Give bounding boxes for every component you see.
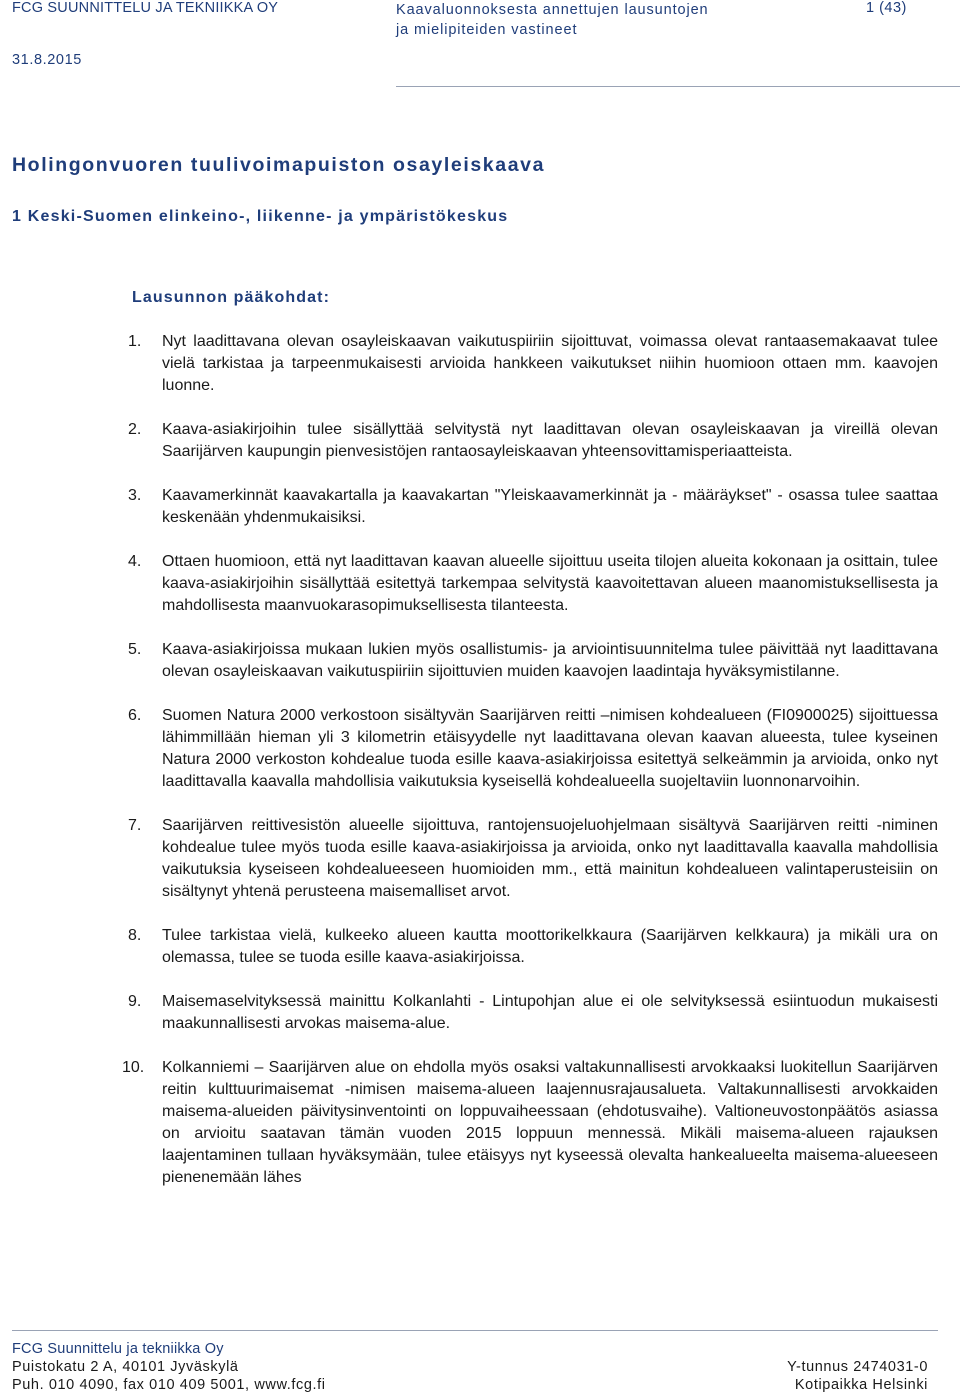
item-number: 9. [128,993,142,1010]
subsection-heading: Lausunnon pääkohdat: [132,289,330,306]
list-item [122,1057,938,1189]
item-text: Nyt laadittavana olevan osayleiskaavan vaikutuspiiriin sijoittuvat, voimassa olevat rantaasemakaavat tulee vielä tarkistaa ja tarpeenmukaisesti arvioida hankkeen vaikutukset niihin huomioon ottaen mm. kaavojen luonne. [162,333,938,394]
item-number: 1. [128,333,142,350]
list-item [122,705,938,793]
header-company: FCG SUUNNITTELU JA TEKNIIKKA OY [12,0,279,16]
footer-domicile: Kotipaikka Helsinki [794,1377,928,1393]
item-text: Tulee tarkistaa vielä, kulkeeko alueen kautta moottorikelkkaura (Saarijärven kelkkaura) ja mikäli ura on olemassa, tulee se tuoda esille kaava-asiakirjoissa. [162,927,938,966]
section-heading: 1 Keski-Suomen elinkeino-, liikenne- ja ympäristökeskus [12,208,509,225]
footer-contact: Puh. 010 4090, fax 010 409 5001, www.fcg.fi [12,1377,326,1393]
item-number: 4. [128,553,142,570]
item-text: Kaavamerkinnät kaavakartalla ja kaavakartan "Yleiskaavamerkinnät ja - määräykset" - osassa tulee saattaa keskenään yhdenmukaisiksi. [162,487,938,526]
document-title: Holingonvuoren tuulivoimapuiston osayleiskaava [12,154,546,176]
item-text: Kolkanniemi – Saarijärven alue on ehdolla myös osaksi valtakunnallisesti arvokkaaksi luokitellun Saarijärven reitin kulttuurimaisemat -nimisen maisema-alueen laajennusrajausalueta. Valtakunnallisesti arvokkaiden maisema-alueiden päivitysinventointi on loppuvaiheessaan (ehdotusvaihe). Valtioneuvostonpäätös asiassa on arvioitu saatavan tämän vuoden 2015 loppuun mennessä. Mikäli maisema-alueen rajauksen laajentaminen tullaan hyväksymään, tulee etäisyys nyt kyseessä olevalta hankealueelta maisema-alueeseen pienenemään lähes [162,1059,938,1186]
list-item [122,815,938,903]
item-number: 10. [122,1059,145,1076]
item-text: Suomen Natura 2000 verkostoon sisältyvän Saarijärven reitti –nimisen kohdealueen (FI0900025) sijoittuessa lähimmillään hieman yli 3 kilometrin etäisyydelle nyt laadittavana olevan kaavan alueesta, tulee kyseinen Natura 2000 verkoston kohdealue tuoda esille kaava-asiakirjoissa esitettyä selkeämmin ja arvioida, onko nyt laadittavalla kaavalla mahdollisia vaikutuksia kyseisellä kohdealueella suojeltaviin luonnonarvoihin. [162,707,938,790]
list-item [122,991,938,1035]
footer-divider [12,1330,938,1331]
list-item [122,639,938,683]
list-item [122,331,938,397]
item-text: Maisemaselvityksessä mainittu Kolkanlahti - Lintupohjan alue ei ole selvityksessä esiintuodun mukaisesti maakunnallisesti arvokas maisema-alue. [162,993,938,1032]
item-number: 2. [128,421,142,438]
item-text: Saarijärven reittivesistön alueelle sijoittuva, rantojensuojeluohjelmaan sisältyvä Saarijärven reitti -niminen kohdealue tulee myös tuoda esille kaava-asiakirjoissa ja arvioida, onko nyt laadittavalla kaavalla mahdollisia vaikutuksia kyseiseen kohdealueeseen huomioiden mm., että mainitun kohdealueen valintaperusteisiin on sisältynyt yhtenä perusteena maisemalliset arvot. [162,817,938,900]
header-divider [396,86,960,87]
item-number: 6. [128,707,142,724]
item-text: Kaava-asiakirjoissa mukaan lukien myös osallistumis- ja arviointisuunnitelma tulee päivittää nyt laadittavana olevan osayleiskaavan vaikutuspiiriin sijoittuvien muiden kaavojen laadintaja hyväksymistilanne. [162,641,938,680]
list-item [122,419,938,463]
header-page-number: 1 (43) [866,0,907,16]
item-number: 5. [128,641,142,658]
header-date: 31.8.2015 [12,52,82,68]
item-number: 8. [128,927,142,944]
footer-business-id: Y-tunnus 2474031-0 [787,1359,928,1375]
list-item [122,485,938,529]
header-doc-type: Kaavaluonnoksesta annettujen lausuntojen ja mielipiteiden vastineet [396,2,709,38]
footer-company: FCG Suunnittelu ja tekniikka Oy [12,1341,224,1357]
item-text: Kaava-asiakirjoihin tulee sisällyttää selvitystä nyt laadittavan olevan osayleiskaavan ja vireillä olevan Saarijärven kaupungin pienvesistöjen rantaosayleiskaavan yhteensovittamisperiaatteista. [162,421,938,460]
item-number: 3. [128,487,142,504]
item-number: 7. [128,817,142,834]
list-item [122,551,938,617]
list-item [122,925,938,969]
footer-address: Puistokatu 2 A, 40101 Jyväskylä [12,1359,239,1375]
statement-list [122,331,938,1211]
item-text: Ottaen huomioon, että nyt laadittavan kaavan alueelle sijoittuu useita tilojen alueita kokonaan ja osittain, tulee kaava-asiakirjoihin sisällyttää esitettyä tarkempaa selvitystä kaavoitettavan alueen maanomistuksellisesta ja mahdollisesta maanvuokarasopimuksellisesta tilanteesta. [162,553,938,614]
